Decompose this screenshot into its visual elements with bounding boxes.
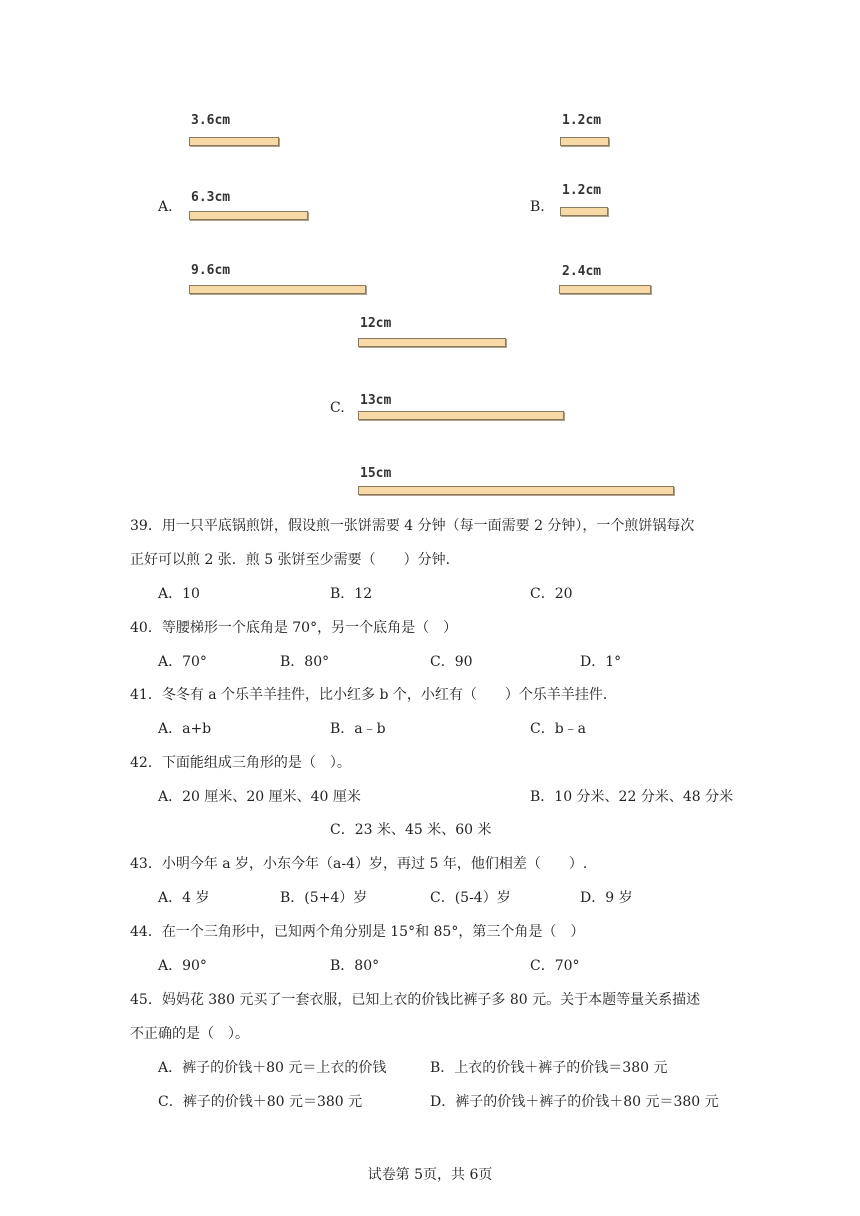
option-c-stick-3 — [358, 486, 674, 495]
question-41-option-b[interactable]: B．a﹣b — [330, 721, 386, 737]
option-a-letter: A. — [158, 199, 173, 215]
question-45-option-b[interactable]: B．上衣的价钱＋裤子的价钱＝380 元 — [430, 1060, 668, 1076]
question-43-line-1: 43．小明今年 a 岁，小东今年（a-4）岁，再过 5 年，他们相差（ ）. — [130, 856, 588, 872]
option-a-stick-3 — [189, 285, 366, 294]
option-b-stick-3 — [559, 285, 651, 294]
question-39-line-2: 正好可以煎 2 张．煎 5 张饼至少需要（ ）分钟． — [130, 552, 460, 568]
option-c-stick-1-label: 12cm — [360, 316, 392, 331]
option-b-stick-2 — [560, 207, 608, 216]
question-40-option-b[interactable]: B．80° — [280, 654, 330, 670]
option-c-stick-1 — [358, 338, 506, 347]
question-39-line-1: 39．用一只平底锅煎饼，假设煎一张饼需要 4 分钟（每一面需要 2 分钟），一个煎饼锅每次 — [130, 518, 695, 534]
question-45-line-2: 不正确的是（ ）。 — [130, 1026, 249, 1042]
question-43-option-b[interactable]: B．(5+4）岁 — [280, 890, 368, 906]
question-42-line-1: 42．下面能组成三角形的是（ ）。 — [130, 755, 351, 771]
page-footer: 试卷第 5页，共 6页 — [367, 1167, 493, 1183]
option-c-letter: C. — [330, 400, 345, 416]
question-45-option-c[interactable]: C．裤子的价钱＋80 元＝380 元 — [158, 1094, 363, 1110]
question-41-option-c[interactable]: C．b﹣a — [530, 721, 587, 737]
question-44-option-c[interactable]: C．70° — [530, 958, 580, 974]
question-45-option-d[interactable]: D．裤子的价钱＋裤子的价钱＋80 元＝380 元 — [430, 1094, 719, 1110]
question-39-option-b[interactable]: B．12 — [330, 586, 373, 602]
question-42-option-b[interactable]: B．10 分米、22 分米、48 分米 — [530, 789, 734, 805]
question-40-option-a[interactable]: A．70° — [158, 654, 207, 670]
question-43-option-d[interactable]: D．9 岁 — [580, 890, 633, 906]
option-b-stick-2-label: 1.2cm — [562, 183, 602, 198]
option-a-stick-1-label: 3.6cm — [191, 113, 231, 128]
question-42-option-a[interactable]: A．20 厘米、20 厘米、40 厘米 — [158, 789, 361, 805]
option-c-stick-3-label: 15cm — [360, 466, 392, 481]
option-a-stick-2-label: 6.3cm — [191, 190, 231, 205]
question-42-option-c[interactable]: C．23 米、45 米、60 米 — [330, 822, 492, 838]
question-44-option-a[interactable]: A．90° — [158, 958, 207, 974]
option-a-stick-2 — [189, 211, 308, 220]
option-b-stick-1 — [560, 137, 609, 146]
option-b-stick-3-label: 2.4cm — [562, 264, 602, 279]
option-b-stick-1-label: 1.2cm — [562, 113, 602, 128]
option-c-stick-2 — [358, 411, 564, 420]
question-40-option-d[interactable]: D．1° — [580, 654, 622, 670]
question-45-option-a[interactable]: A．裤子的价钱＋80 元＝上衣的价钱 — [158, 1060, 387, 1076]
question-43-option-a[interactable]: A．4 岁 — [158, 890, 210, 906]
question-40-option-c[interactable]: C．90 — [430, 654, 473, 670]
question-44-option-b[interactable]: B．80° — [330, 958, 380, 974]
question-45-line-1: 45．妈妈花 380 元买了一套衣服，已知上衣的价钱比裤子多 80 元。关于本题等量关系描述 — [130, 992, 701, 1008]
question-44-line-1: 44．在一个三角形中，已知两个角分别是 15°和 85°，第三个角是（ ） — [130, 924, 585, 940]
option-a-stick-3-label: 9.6cm — [191, 263, 231, 278]
question-43-option-c[interactable]: C．(5-4）岁 — [430, 890, 511, 906]
question-41-line-1: 41．冬冬有 a 个乐羊羊挂件，比小红多 b 个，小红有（ ）个乐羊羊挂件． — [130, 687, 617, 703]
question-41-option-a[interactable]: A．a+b — [158, 721, 212, 737]
option-b-letter: B. — [530, 199, 545, 215]
option-a-stick-1 — [189, 137, 279, 146]
option-c-stick-2-label: 13cm — [360, 393, 392, 408]
question-40-line-1: 40．等腰梯形一个底角是 70°，另一个底角是（ ） — [130, 620, 458, 636]
question-39-option-a[interactable]: A．10 — [158, 586, 200, 602]
question-39-option-c[interactable]: C．20 — [530, 586, 573, 602]
